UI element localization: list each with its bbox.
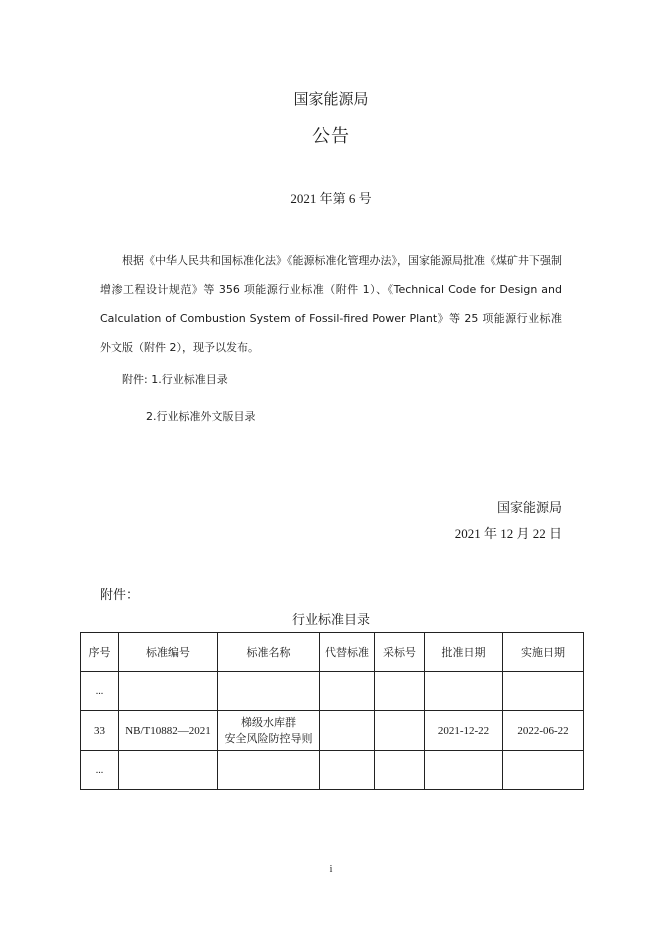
table-row bbox=[81, 751, 584, 790]
cell-name-line-1: 梯级水库群 bbox=[241, 715, 296, 729]
cell-replaces bbox=[320, 672, 375, 711]
col-header-replaces: 代替标准 bbox=[320, 633, 375, 672]
cell-name bbox=[218, 751, 320, 790]
col-header-code: 标准编号 bbox=[119, 633, 218, 672]
notice-title: 公告 bbox=[312, 126, 350, 147]
col-header-seq: 序号 bbox=[81, 633, 119, 672]
cell-approve bbox=[425, 672, 503, 711]
signature-date: 2021 年 12 月 22 日 bbox=[454, 526, 562, 541]
standards-table bbox=[80, 632, 584, 790]
cell-name bbox=[218, 672, 320, 711]
table-title: 行业标准目录 bbox=[291, 613, 370, 628]
attachment-line-2: 2.行业标准外文版目录 bbox=[146, 410, 256, 423]
cell-seq: ... bbox=[81, 672, 119, 711]
cell-adopt bbox=[375, 751, 425, 790]
table-row bbox=[81, 672, 584, 711]
cell-adopt bbox=[375, 672, 425, 711]
cell-replaces bbox=[320, 711, 375, 751]
cell-seq: ... bbox=[81, 751, 119, 790]
body-paragraph: 根据《中华人民共和国标准化法》《能源标准化管理办法》，国家能源局批准《煤矿井下强制增渗工程设计规范》等 356 项能源行业标准（附件 1）、《Technical Code for Design and Calculation of Combustion System of Fossil-fired Power Plant》等 25 项能源行业标准外文版（附件 2），现予以发布。 bbox=[100, 254, 562, 354]
document-number: 2021 年第 6 号 bbox=[290, 191, 372, 206]
page-number: i bbox=[329, 864, 333, 875]
cell-effective bbox=[503, 751, 584, 790]
col-header-approve: 批准日期 bbox=[425, 633, 503, 672]
annex-label: 附件： bbox=[100, 588, 140, 603]
cell-name bbox=[218, 711, 320, 751]
cell-effective bbox=[503, 672, 584, 711]
table-header-row bbox=[81, 633, 584, 672]
notice-body bbox=[100, 246, 562, 362]
cell-code bbox=[119, 751, 218, 790]
col-header-adopt: 采标号 bbox=[375, 633, 425, 672]
cell-code bbox=[119, 672, 218, 711]
cell-name-line-2: 安全风险防控导则 bbox=[224, 731, 313, 745]
cell-replaces bbox=[320, 751, 375, 790]
attachment-line-1: 附件: 1.行业标准目录 bbox=[122, 373, 228, 386]
cell-adopt bbox=[375, 711, 425, 751]
col-header-name: 标准名称 bbox=[218, 633, 320, 672]
table-row bbox=[81, 711, 584, 751]
issuer-heading: 国家能源局 bbox=[293, 90, 369, 108]
cell-seq: 33 bbox=[81, 711, 119, 751]
cell-approve bbox=[425, 751, 503, 790]
col-header-effective: 实施日期 bbox=[503, 633, 584, 672]
cell-code: NB/T10882—2021 bbox=[119, 711, 218, 751]
cell-approve: 2021-12-22 bbox=[425, 711, 503, 751]
cell-effective: 2022-06-22 bbox=[503, 711, 584, 751]
signature-org: 国家能源局 bbox=[496, 501, 562, 516]
